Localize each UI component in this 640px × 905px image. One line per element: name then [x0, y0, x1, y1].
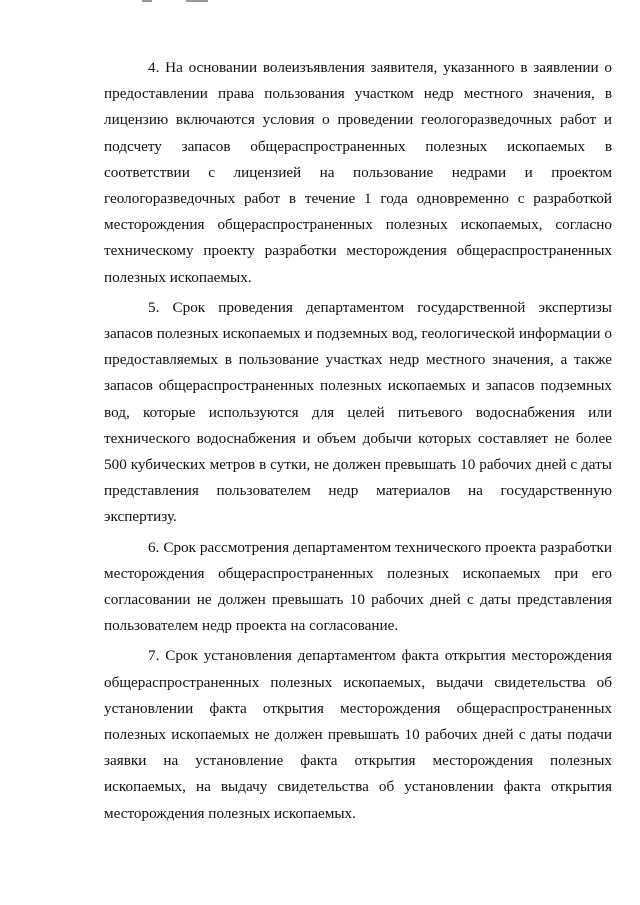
paragraph-text: Срок проведения департаментом государственной экспертизы запасов полезных ископаемых и подземных вод, геологической информации о предоставляемых в пользование участках недр местного значения, а также запасов общераспространенных полезных ископаемых и запасов подземных вод, которые используются для целей питьевого водоснабжения или технического водоснабжения и объем добычи которых составляет не более 500 кубических метров в сутки, не должен превышать 10 рабочих дней с даты представления пользователем недр материалов на государственную экспертизу.	[104, 298, 613, 526]
paragraph-number: 7.	[148, 647, 160, 665]
scan-artifact	[186, 0, 208, 2]
paragraph-5	[104, 295, 612, 531]
document-body	[104, 55, 612, 827]
paragraph-text: Срок рассмотрения департаментом технического проекта разработки месторождения общераспространенных полезных ископаемых при его согласовании не должен превышать 10 рабочих дней с даты представления пользователем недр проекта на согласование.	[104, 538, 612, 635]
paragraph-number: 6.	[148, 538, 160, 556]
paragraph-7	[104, 643, 612, 826]
scan-artifact	[142, 0, 152, 2]
paragraph-4	[104, 55, 612, 291]
paragraph-number: 5.	[148, 298, 160, 316]
paragraph-6	[104, 535, 612, 640]
paragraph-text: На основании волеизъявления заявителя, указанного в заявлении о предоставлении права пользования участком недр местного значения, в лицензию включаются условия о проведении геологоразведочных работ и подсчету запасов общераспространенных полезных ископаемых в соответствии с лицензией на пользование недрами и проектом геологоразведочных работ в течение 1 года одновременно с разработкой месторождения общераспространенных полезных ископаемых, согласно техническому проекту разработки месторождения общераспространенных полезных ископаемых.	[104, 59, 613, 286]
paragraph-text: Срок установления департаментом факта открытия месторождения общераспространенных полезных ископаемых, выдачи свидетельства об установлении факта открытия месторождения общераспространенных полезных ископаемых не должен превышать 10 рабочих дней с даты подачи заявки на установление факта открытия месторождения полезных ископаемых, на выдачу свидетельства об установлении факта открытия месторождения полезных ископаемых.	[104, 647, 612, 822]
paragraph-number: 4.	[148, 59, 160, 76]
